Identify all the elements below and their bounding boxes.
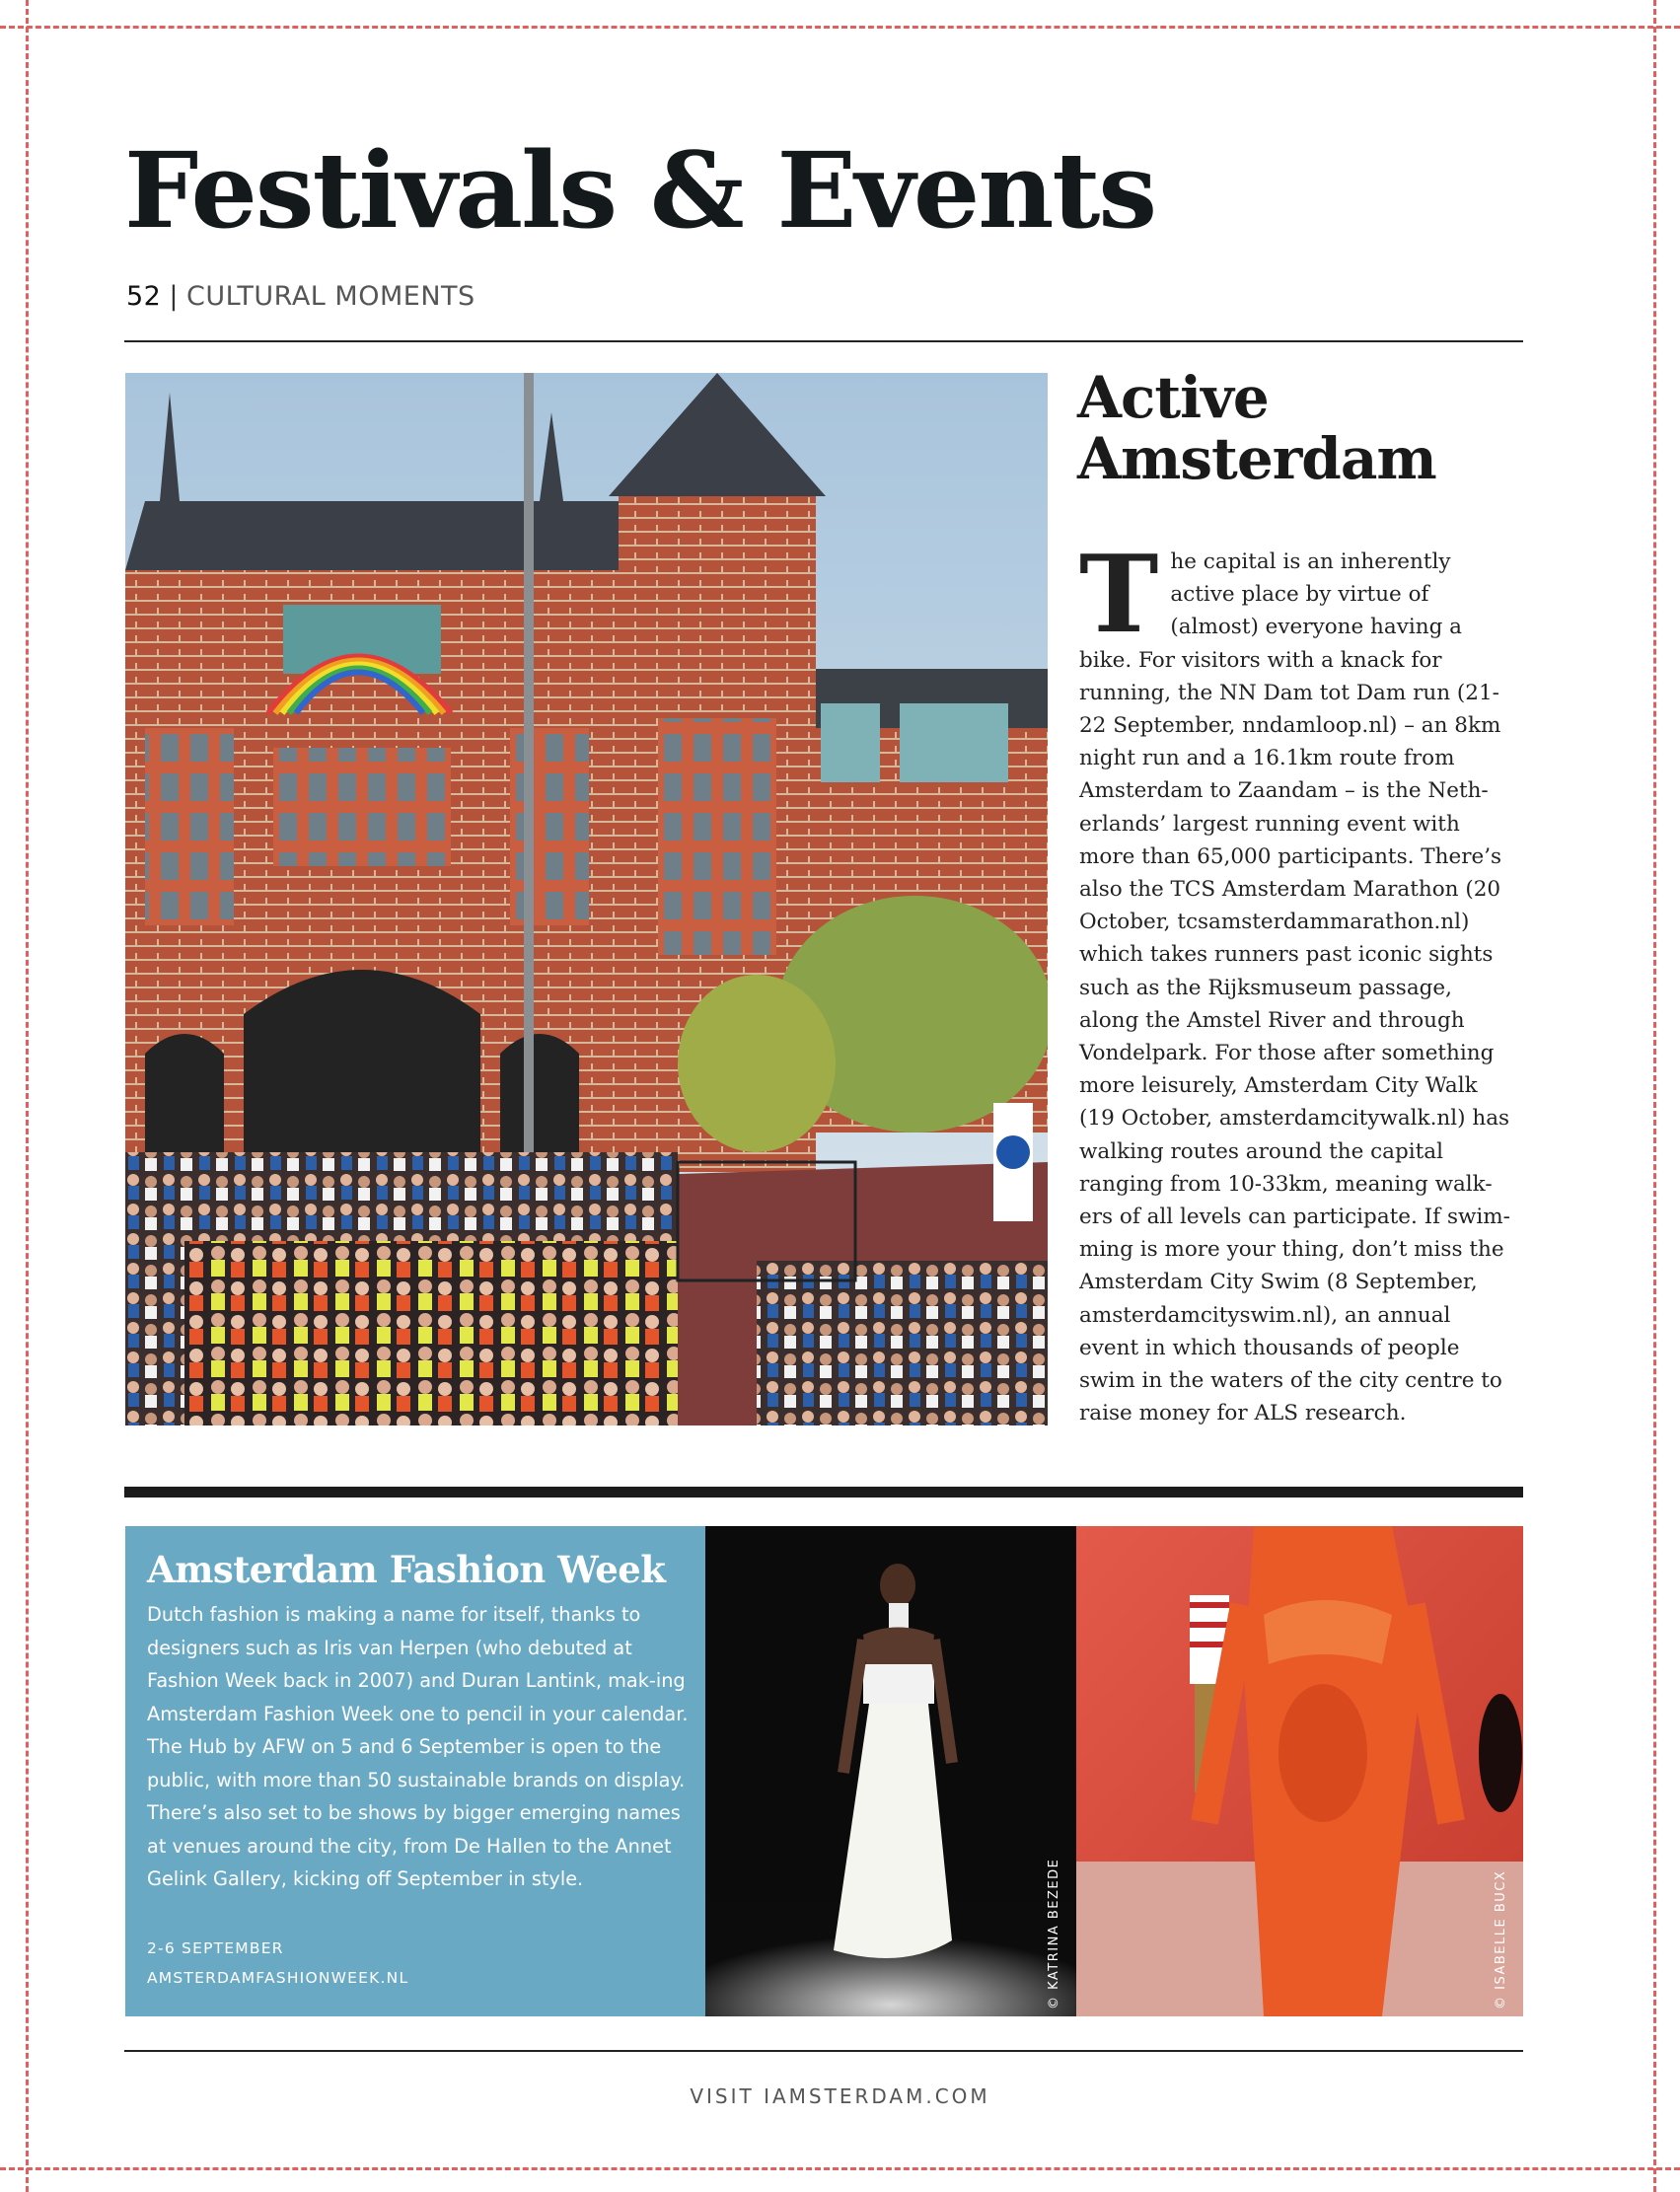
section-name: CULTURAL MOMENTS [185,281,475,312]
crop-mark-right [1653,0,1656,2192]
footer-url[interactable]: VISIT IAMSTERDAM.COM [690,2084,990,2108]
article-body-text: he capital is an inherently active place by virtue of (almost) everyone having a bike. For visitors with a knack for running, the NN Dam tot Dam run (21-22 September, nndamloop.nl) – an 8km night run and a 16.1km route from Amsterdam to Zaandam – is the Neth-erlands’ largest running event with more than 65,000 participants. There’s also the TCS Amsterdam Marathon (20 October, tcsamsterdammarathon.nl) which takes runners past iconic sights such as the Rijksmuseum passage, along the Amstel River and through Vondelpark. For those after something more leisurely, Amsterdam City Walk (19 October, amsterdamcitywalk.nl) has walking routes around the capital ranging from 10-33km, meaning walk-ers of all levels can participate. If swim-ming is more your thing, don’t miss the Amsterdam City Swim (8 September, amsterdamcityswim.nl), an annual event in which thousands of people swim in the waters of the city centre to raise money for ALS research. [1079,549,1510,1426]
footer-divider [124,2050,1523,2052]
crop-mark-top [0,26,1680,29]
crop-mark-left [26,0,29,2192]
fashion-photo-white-gown [705,1526,1076,2016]
header-divider [124,340,1523,342]
subtitle-separator: | [169,281,179,312]
page-title: Festivals & Events [124,128,1156,252]
fashion-week-url: AMSTERDAMFASHIONWEEK.NL [147,1969,409,1987]
photo-credit-2: © ISABELLE BUCX [1494,1869,1508,2009]
photo-credit-1: © KATRINA BEZEDE [1047,1858,1061,2009]
page-subtitle [126,281,475,312]
article-body [1079,533,1513,1429]
fashion-photo-orange-dress [1076,1526,1523,2016]
fashion-week-box [125,1526,705,2016]
crop-mark-bottom [0,2167,1680,2170]
section-divider [124,1487,1523,1498]
page-number: 52 [126,281,162,312]
fashion-week-body: Dutch fashion is making a name for itself, thanks to designers such as Iris van Herpen (who debuted at Fashion Week back in 2007) and Duran Lantink, mak-ing Amsterdam Fashion Week one to pencil in your calendar. The Hub by AFW on 5 and 6 September is open to the public, with more than 50 sustainable brands on display. There’s also set to be shows by bigger emerging names at venues around the city, from De Hallen to the Annet Gelink Gallery, kicking off September in style. [147,1603,689,1890]
article-dropcap: T [1079,533,1159,657]
fashion-week-date: 2-6 SEPTEMBER [147,1939,284,1957]
marathon-photo [125,373,1048,1425]
article-heading: Active Amsterdam [1077,364,1436,492]
fashion-week-title: Amsterdam Fashion Week [147,1548,666,1591]
